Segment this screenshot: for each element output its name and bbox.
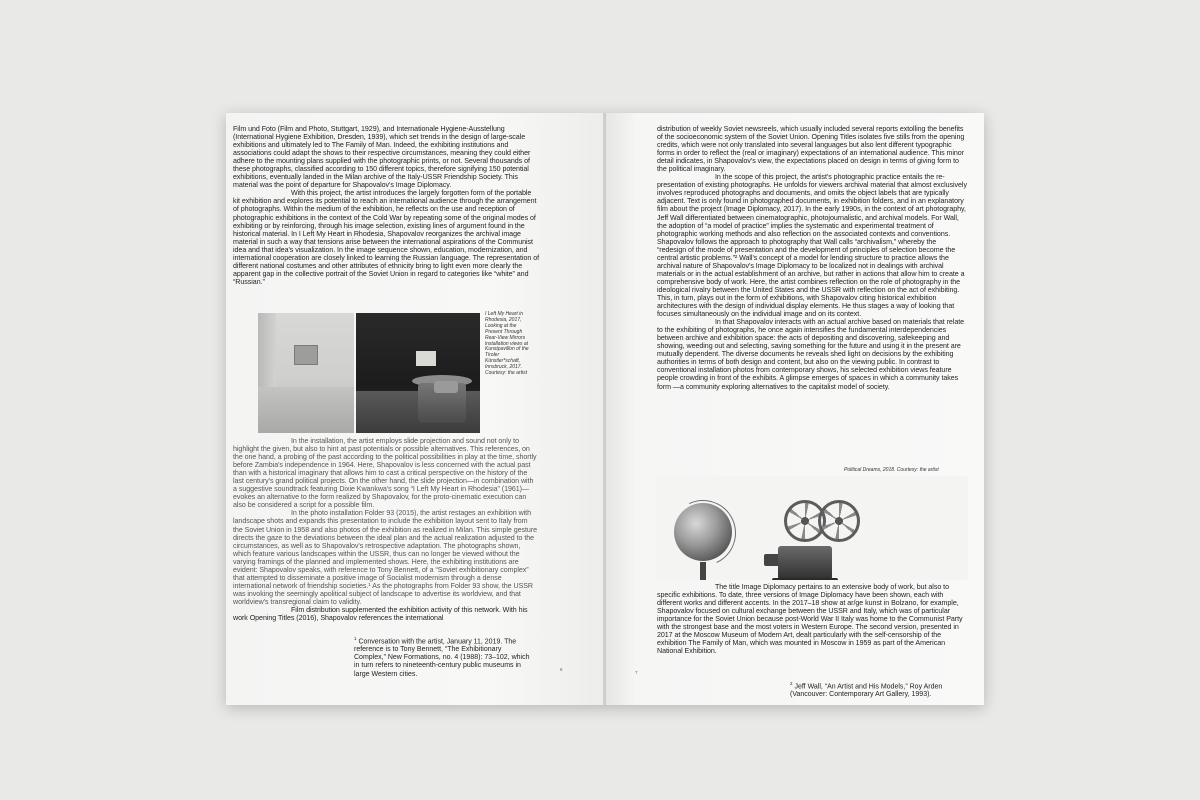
left-para-2: With this project, the artist introduces the largely forgotten form of the portable kit exhibition and explores its potential to reach an international audience through the arrangement of photographs. Within the medium of the exhibition, he reflects on the use and reception of photographic exhibitions in the context of the Cold War by repeating some of the original modes of exhibiting or by reinforcing, through his image selection, existing lines of argument found in the historical material. In I Left My Heart in Rhodesia, Shapovalov reorganizes the archival image material in such a way that tensions arise between the international aspirations of the Communist idea and that idea's visualization. In the image sequence shown, education, modernization, and international cooperation are closely linked to learning the Russian language. The representation of different national costumes and other attributes of ethnicity bring to light even more clearly the apparent gap in the collective portrait of the Soviet Union in regard to categories like “white” and “Russian.” <box>233 189 540 286</box>
booklet-spread <box>226 113 984 705</box>
left-footnote <box>354 635 534 679</box>
page-number-right: 7 <box>635 670 638 675</box>
installation-view-room-photo <box>258 313 354 433</box>
footnote-mark-2: 2 <box>790 681 793 686</box>
left-para-3: In the installation, the artist employs slide projection and sound not only to highlight the given, but also to hint at past potentials or possible alternatives. This references, on the one hand, a probing of the past according to the political possibilities in play at the time, shortly before Zambia's independence in 1964. Here, Shapovalov is less concerned with the actual past than with a historical imaginary that allows him to cast a critical perspective on the history of the last century's grand political projects. On the other hand, the slide projection—in combination with a suggestive soundtrack featuring Dixie Kwankwa's song “I Left My Heart in Rhodesia” (1961)—evokes an alternative to the form realized by Shapovalov, for the proto-cinematic execution can also be considered a script for a possible film. <box>233 437 537 510</box>
left-page-text-bottom <box>233 437 539 622</box>
right-para-1: distribution of weekly Soviet newsreels, which usually included several reports extolling the benefits of the socioeconomic system of the Soviet Union. Opening Titles isolates five stills from the opening credits, which were not only translated into several languages but also lent different typographic forms in order to reflect the (real or imaginary) expectations of an international audience. This minor detail indicates, in Shapovalov's view, the expectations placed on design in terms of giving form to the political imaginary. <box>657 125 965 174</box>
right-page-text-top <box>657 125 967 391</box>
political-dreams-photo <box>656 476 968 580</box>
film-projector-image <box>778 546 832 580</box>
left-page-text-top <box>233 125 539 286</box>
film-reel-right-icon <box>818 500 860 542</box>
footnote-1-text: Conversation with the artist, January 11, 2019. The reference is to Tony Bennett, “The Exhibitionary Complex,” New Formations, no. 4 (1988): 73–102, which in turn refers to nineteenth-century public museums in large Western cities. <box>354 638 530 678</box>
left-photo-caption: I Left My Heart in Rhodesia, 2017, Looking at the Present Through Rear-View Mirrors installation views at Kunstpavillon of the Tiroler Künstler*schaft, Innsbruck, 2017. Courtesy: the artist <box>485 311 529 377</box>
right-para-2: In the scope of this project, the artist's photographic practice entails the re-presentation of existing photographs. He unfolds for viewers archival material that almost exclusively involves reproduced photographs and documents, and omits the object labels that are typically adjacent. Text is only found in photographed documents, in exhibition folders, and in an explanatory film about the project (Image Diplomacy, 2017). In the early 1990s, in the context of art photography, Jeff Wall differentiated between cinematographic, photojournalistic, and archival models. For Wall, the adoption of “a model of practice” implies the systematic and experimental treatment of photographic working methods and also reflection on the associated contexts and conventions. Shapovalov follows the approach to photography that Wall calls “archivalism,” whereby the “redesign of the mode of presentation and the development of principles of selection become the central artistic problems.”² Wall's concept of a model for lending structure to practice allows the archival nature of Shapovalov's Image Diplomacy to be localized not in dealings with archival materials or in the actual establishment of an archive, but rather in actions that allow him to create a comprehensive body of work. Here, the artist combines reflection on the role of photography in the ideological rivalry between the United States and the USSR with reflection on the act of exhibiting. This, in turn, plays out in the form of exhibitions, with Shapovalov citing historical exhibition architectures with the design of individual display elements. He thus stages a way of looking that focuses simultaneously on the individual image and on its context. <box>657 173 967 319</box>
left-para-1: Film und Foto (Film and Photo, Stuttgart, 1929), and Internationale Hygiene-Ausstellung (International Hygiene Exhibition, Dresden, 1939), which set trends in the design of large-scale exhibitions and ultimately led to The Family of Man. Indeed, the exhibiting institutions and associations could adapt the shows to their respective circumstances, meaning they could either adhere to the mounting plans supplied with the photographic prints, or not. Several thousands of these photographs, classified according to 150 different topics, therefore signifying 150 potential exhibitions, eventually landed in the Milan archive of the Italy-USSR Friendship Society. This material was the point of departure for Shapovalov's Image Diplomacy. <box>233 125 531 190</box>
globe-image <box>674 503 732 561</box>
left-page <box>226 113 604 705</box>
left-para-5: Film distribution supplemented the exhibition activity of this network. With his work Opening Titles (2016), Shapovalov references the international <box>233 605 528 623</box>
footnote-2-text: Jeff Wall, “An Artist and His Models,” Roy Arden (Vancouver: Contemporary Art Gallery, 1993). <box>790 683 943 699</box>
left-para-4: In the photo installation Folder 93 (2015), the artist restages an exhibition with landscape shots and expands this presentation to include the exhibition layout sent to Italy from the Soviet Union in 1958 and also photos of the exhibition as realized in Milan. This simple gesture directs the gaze to the deviations between the ideal plan and the actual realization adjusted to the circumstances, as well as to Shapovalov's retrospective adaptation. The photographs shown, which feature various landscapes within the USSR, thus can no longer be viewed without the varying framings of the planned and implemented shows. Here, the exhibiting institutions are evident: Shapovalov speaks, with reference to Tony Bennett, of a “Soviet exhibitionary complex” that attempted to disseminate a positive image of Socialist modernism through a dense international network of friendship societies.¹ As the photographs from Folder 93 show, the USSR was invoking the seemingly apolitical subject of landscape to advertise its worldview, and that worldview's transregional claim to validity. <box>233 509 538 606</box>
right-page <box>606 113 984 705</box>
right-photo-caption: Political Dreams, 2018. Courtesy: the artist <box>844 467 939 473</box>
right-para-4: The title Image Diplomacy pertains to an extensive body of work, but also to specific exhibitions. To date, three versions of Image Diplomacy have been shown, each with different works and different accents. In the 2017–18 show at ar/ge kunst in Bolzano, for example, Shapovalov focused on cultural exchange between the USSR and Italy, which was of particular importance for the Soviet Union because post-World War II Italy was home to the Communist Party with the strongest base and the most voters in Western Europe. The second version, presented in 2017 at the Moscow Museum of Modern Art, dealt particularly with the self-censorship of the exhibition The Family of Man, which was mounted in Moscow in 1959 as part of the American National Exhibition. <box>657 583 963 656</box>
right-footnote <box>790 680 970 699</box>
right-page-text-bottom <box>657 583 967 655</box>
page-number-left: 6 <box>560 667 563 672</box>
installation-view-projector-photo <box>356 313 480 433</box>
footnote-mark-1: 1 <box>354 636 357 641</box>
right-para-3: In that Shapovalov interacts with an actual archive based on materials that relate to the exhibiting of photographs, he once again intensifies the fundamental interdependencies between archive and exhibition space: the acts of depositing and discovering, safekeeping and showing, weeding out and selecting, saving something for the future and using it in the present are mutually dependent. The diverse documents he reveals shed light on decisions by the exhibiting authorities in terms of both design and content, but also on the viewing public. In contrast to conventional installation photos from contemporary shows, his selected exhibition views feature people crowding in front of the exhibits. A glimpse emerges of spaces in which a community takes form —a community exploring alternatives to the capitalist model of society. <box>657 318 965 391</box>
